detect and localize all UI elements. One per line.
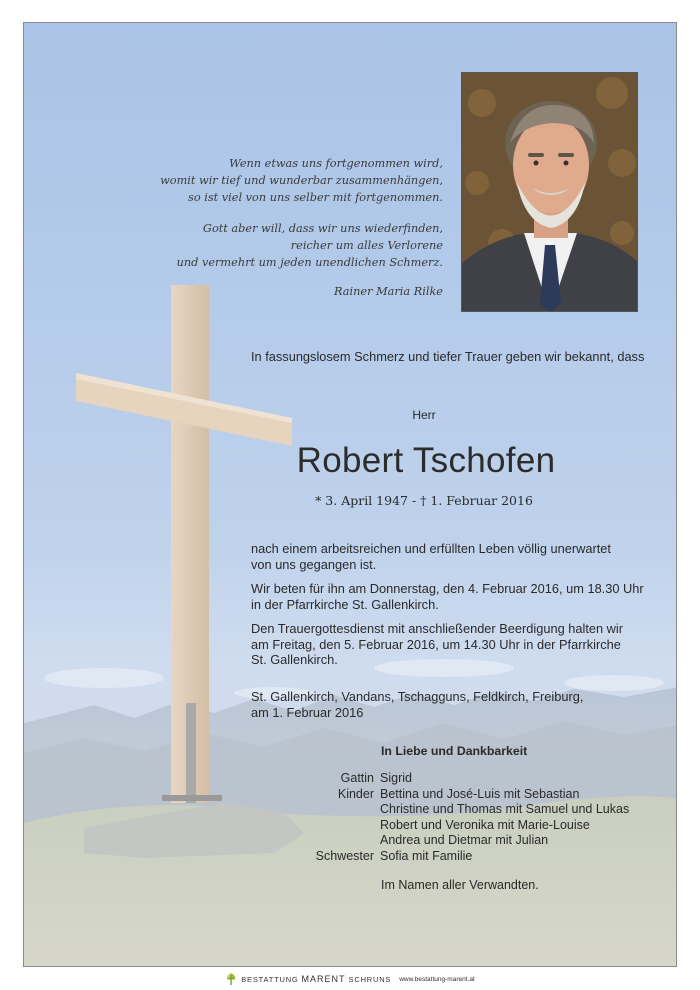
- announcement-intro: In fassungslosem Schmerz und tiefer Trauer geben wir bekannt, dass: [251, 349, 645, 364]
- poem-stanza: [113, 155, 443, 206]
- text-line: Wir beten für ihn am Donnerstag, den 4. Februar 2016, um 18.30 Uhr: [251, 581, 644, 596]
- family-relation: Gattin: [340, 771, 374, 785]
- poem: [113, 155, 443, 285]
- passing-text: [251, 541, 611, 572]
- family-member: Bettina und José-Luis mit Sebastian: [380, 786, 580, 801]
- text-line: in der Pfarrkirche St. Gallenkirch.: [251, 596, 439, 612]
- family-relation: Kinder: [337, 786, 374, 801]
- text-line: am 1. Februar 2016: [251, 704, 364, 720]
- poem-line: und vermehrt um jeden unendlichen Schmerz.: [176, 256, 443, 269]
- leaf-cross-logo-icon: [225, 972, 237, 986]
- family-relation: Schwester: [315, 848, 374, 863]
- family-heading: In Liebe und Dankbarkeit: [381, 744, 528, 758]
- footer-suffix: SCHRUNS: [348, 974, 392, 984]
- text-line: St. Gallenkirch.: [251, 652, 338, 667]
- family-member: Sigrid: [380, 771, 412, 785]
- poem-line: Wenn etwas uns fortgenommen wird,: [229, 157, 443, 170]
- poem-line: reicher um alles Verlorene: [290, 239, 443, 252]
- poem-author: Rainer Maria Rilke: [334, 285, 443, 298]
- text-line: am Freitag, den 5. Februar 2016, um 14.30 Uhr in der Pfarrkirche: [251, 636, 621, 652]
- poem-stanza: [113, 220, 443, 271]
- family-member: Christine und Thomas mit Samuel und Lukas: [380, 802, 630, 817]
- place-date-text: [251, 689, 583, 720]
- family-group: [284, 787, 629, 849]
- salutation: Herr: [412, 408, 436, 422]
- family-list: [284, 771, 629, 865]
- family-member: Sofia mit Familie: [380, 848, 473, 863]
- text-line: St. Gallenkirch, Vandans, Tschagguns, Feldkirch, Freiburg,: [251, 689, 584, 704]
- obituary-card: [23, 22, 677, 967]
- prayer-text: [251, 581, 644, 612]
- family-group: [284, 771, 629, 787]
- footer: [0, 968, 700, 990]
- family-group: [284, 849, 629, 865]
- poem-line: so ist viel von uns selber mit fortgenommen.: [188, 191, 443, 204]
- text-line: von uns gegangen ist.: [251, 556, 377, 572]
- text-line: Den Trauergottesdienst mit anschließender Beerdigung halten wir: [251, 621, 624, 636]
- life-dates: * 3. April 1947 - † 1. Februar 2016: [315, 493, 533, 508]
- family-member: Robert und Veronika mit Marie-Louise: [380, 817, 590, 832]
- funeral-text: [251, 621, 623, 668]
- deceased-name: Robert Tschofen: [296, 441, 556, 480]
- portrait-photo: [461, 72, 638, 312]
- footer-website: www.bestattung-marent.at: [399, 975, 475, 983]
- text-line: nach einem arbeitsreichen und erfüllten Leben völlig unerwartet: [251, 541, 611, 556]
- poem-line: Gott aber will, dass wir uns wiederfinden,: [202, 222, 443, 235]
- footer-brand-name: MARENT: [301, 974, 346, 984]
- footer-prefix: BESTATTUNG: [241, 974, 299, 984]
- family-member: Andrea und Dietmar mit Julian: [380, 833, 549, 848]
- closing-text: Im Namen aller Verwandten.: [381, 878, 539, 892]
- poem-line: womit wir tief und wunderbar zusammenhängen,: [160, 174, 443, 187]
